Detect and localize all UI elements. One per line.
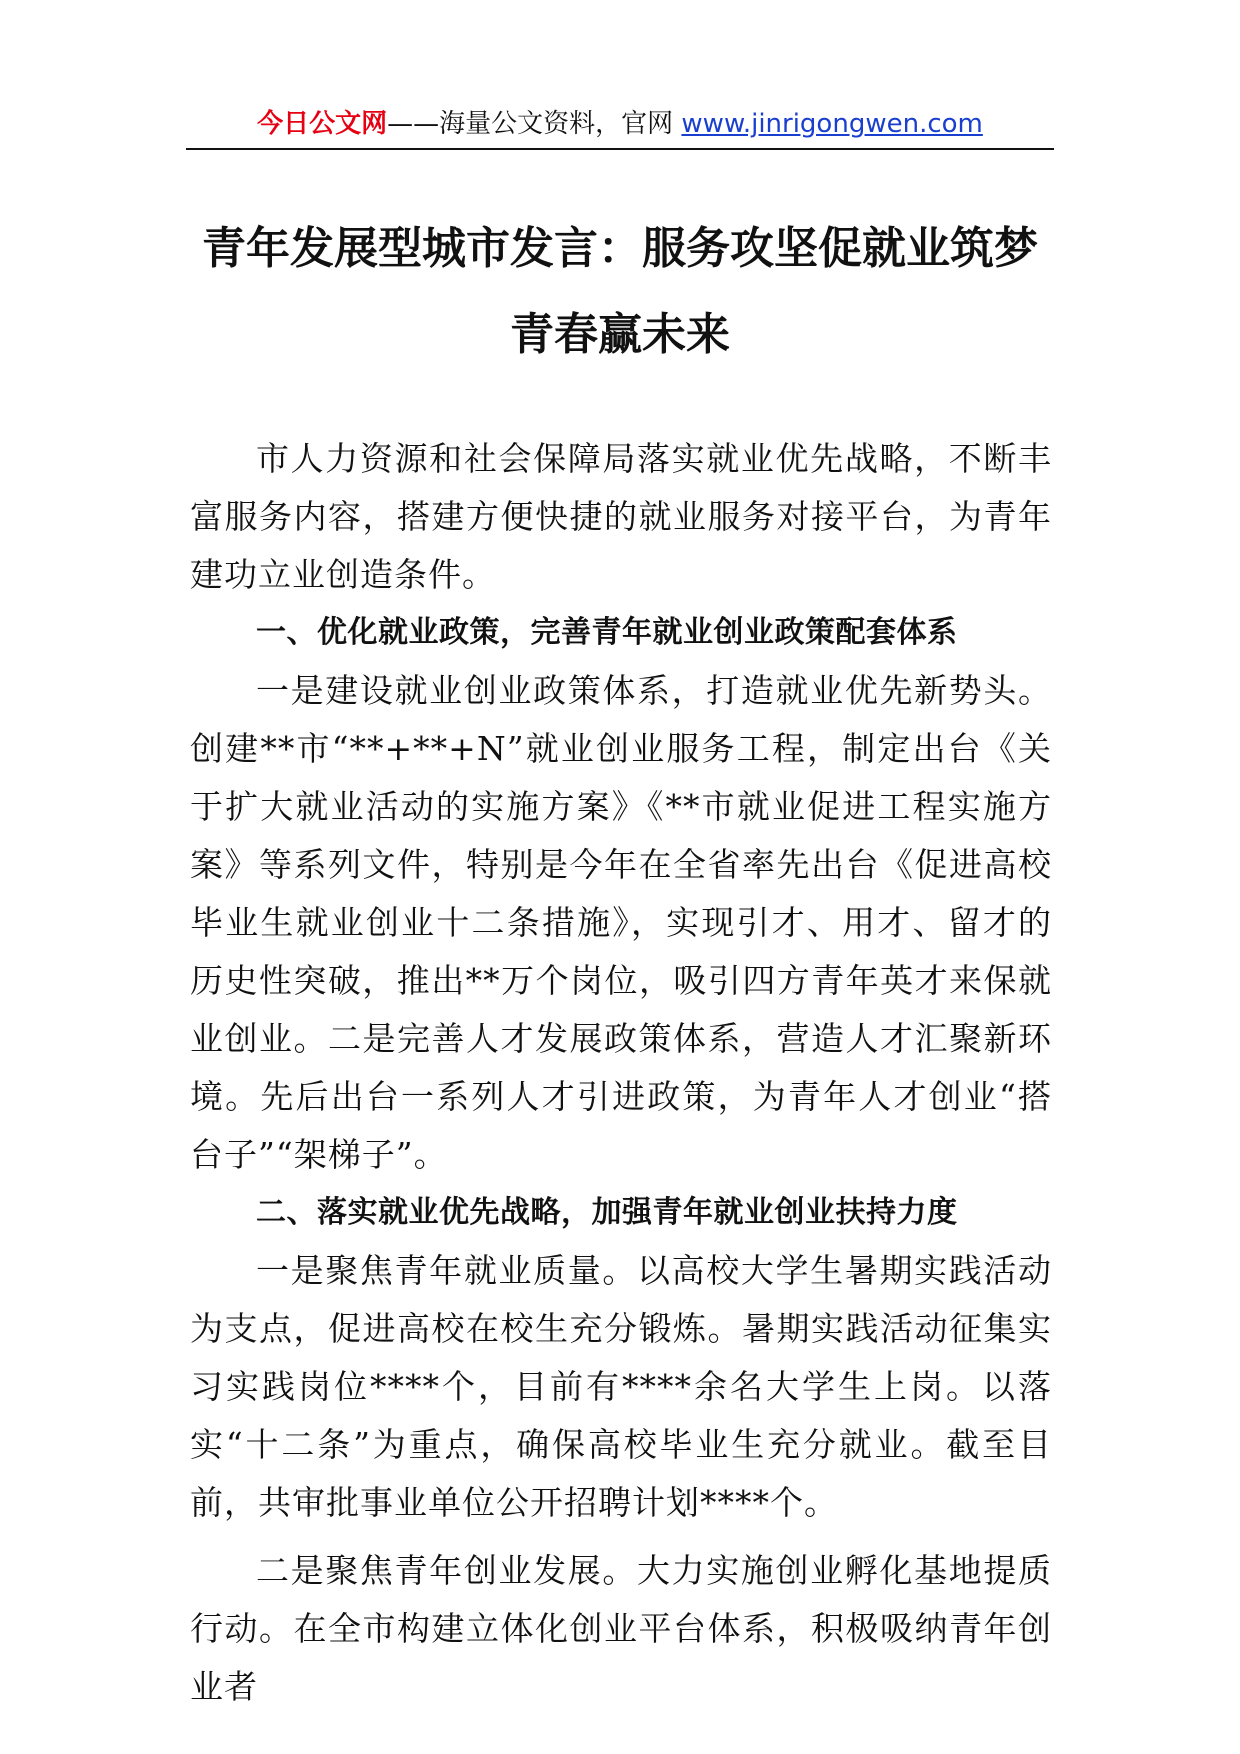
- document-title: 青年发展型城市发言：服务攻坚促就业筑梦青春赢未来: [202, 223, 1038, 360]
- section-1-paragraph: 一是建设就业创业政策体系，打造就业优先新势头。创建**市“**+**+N”就业创业服务工程，制定出台《关于扩大就业活动的实施方案》《**市就业促进工程实施方案》等系列文件，特别是今年在全省率先出台《促进高校毕业生就业创业十二条措施》，实现引才、用才、留才的历史性突破，推出**万个岗位，吸引四方青年英才来保就业创业。二是完善人才发展政策体系，营造人才汇聚新环境。先后出台一系列人才引进政策，为青年人才创业“搭台子”“架梯子”。: [190, 671, 1052, 1174]
- section-1-heading: 一、优化就业政策，完善青年就业创业政策配套体系: [256, 615, 958, 650]
- section-2-heading: 二、落实就业优先战略，加强青年就业创业扶持力度: [256, 1195, 958, 1230]
- section-2-paragraph-2: 二是聚焦青年创业发展。大力实施创业孵化基地提质行动。在全市构建立体化创业平台体系，积极吸纳青年创业者: [190, 1551, 1052, 1706]
- document-body: [190, 430, 1052, 1716]
- section-2-paragraph-1: 一是聚焦青年就业质量。以高校大学生暑期实践活动为支点，促进高校在校生充分锻炼。暑期实践活动征集实习实践岗位****个，目前有****余名大学生上岗。以落实“十二条”为重点，确保高校毕业生充分就业。截至目前，共审批事业单位公开招聘计划****个。: [190, 1251, 1052, 1522]
- website-link[interactable]: www.jinrigongwen.com: [681, 109, 983, 139]
- header-tagline: ——海量公文资料，官网: [387, 109, 682, 139]
- header-divider: [186, 148, 1054, 150]
- brand-name: 今日公文网: [257, 109, 388, 139]
- intro-paragraph: 市人力资源和社会保障局落实就业优先战略，不断丰富服务内容，搭建方便快捷的就业服务对接平台，为青年建功立业创造条件。: [190, 439, 1052, 594]
- paragraph-gap: [190, 1532, 1052, 1542]
- page-header: [186, 98, 1054, 150]
